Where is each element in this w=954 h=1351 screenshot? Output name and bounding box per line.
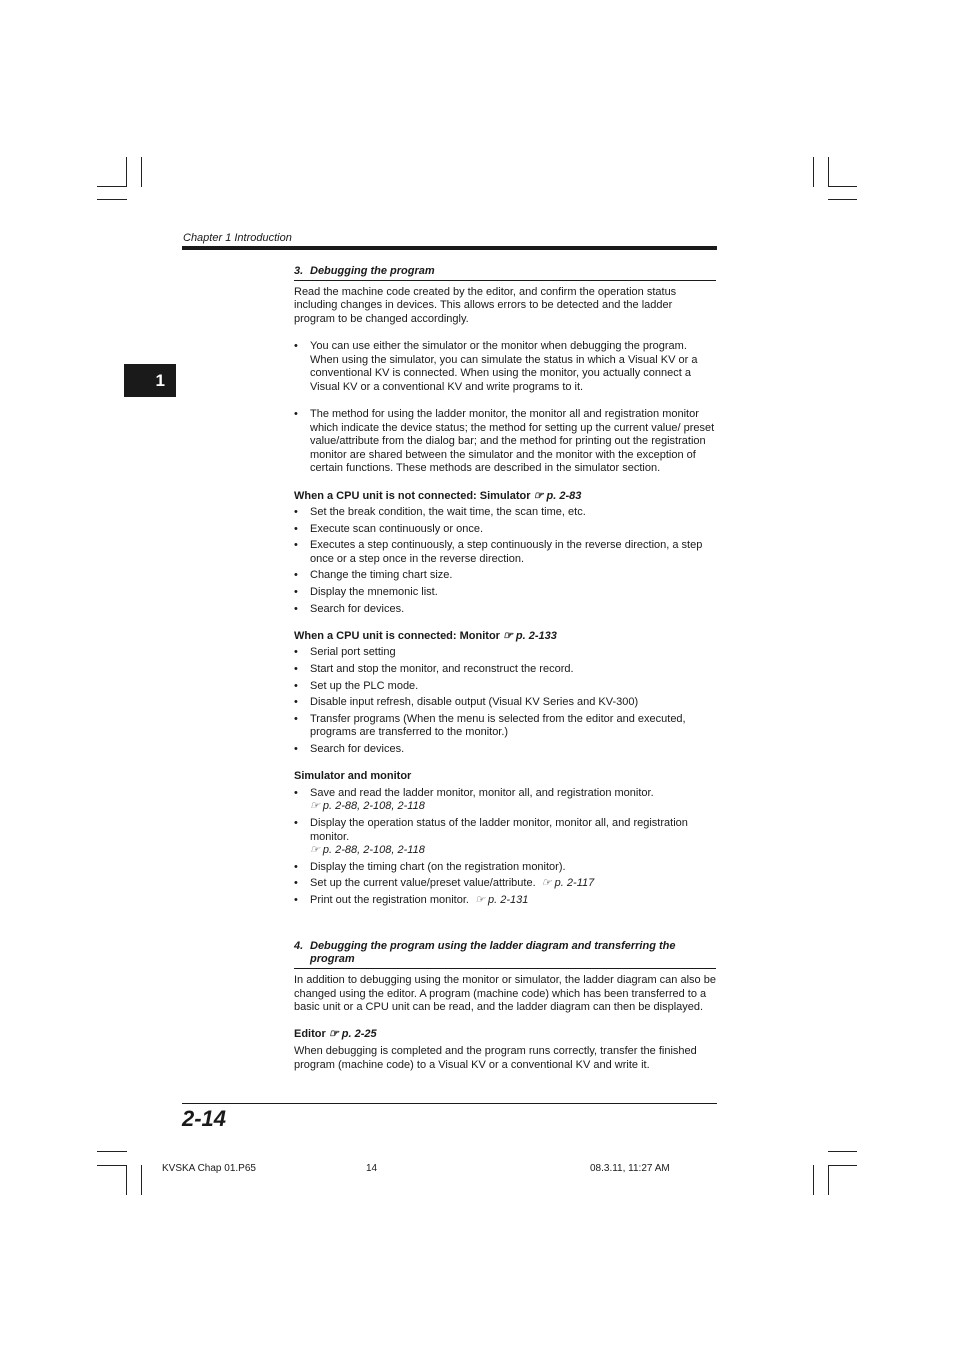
list-item: • You can use either the simulator or the monitor when debugging the program. When using the simulator, you can simulate the status in which a Visual KV or a conventional KV is connected. When using the monitor, you actually connect a Visual KV or a conventional KV and write programs to it.: [294, 339, 698, 393]
list-item: • Set the break condition, the wait time, the scan time, etc.: [294, 506, 586, 519]
page-reference: ☞ p. 2-133: [503, 629, 557, 642]
simulator-heading: When a CPU unit is not connected: Simulator ☞ p. 2-83: [294, 489, 582, 502]
section-4-intro: In addition to debugging using the monitor or simulator, the ladder diagram can also be changed using the editor. A program (machine code) which has been transferred to a basic unit or a CPU unit can be read, and the ladder diagram can then be displayed.: [294, 974, 716, 1014]
section-3-intro: Read the machine code created by the editor, and confirm the operation status including changes in devices. This allows errors to be detected and the ladder program to be changed accordingly.: [294, 285, 677, 325]
list-item: • Change the timing chart size.: [294, 569, 453, 582]
list-item: • Start and stop the monitor, and reconstruct the record.: [294, 663, 574, 676]
slug-file: KVSKA Chap 01.P65: [162, 1163, 256, 1174]
slug-date: 08.3.11, 11:27 AM: [590, 1163, 670, 1174]
editor-heading: Editor ☞ p. 2-25: [294, 1028, 377, 1041]
list-item: • The method for using the ladder monitor, the monitor all and registration monitor which indicate the device status; the method for setting up the current value/ preset value/attribute from the dialog bar; and the method for printing out the registration monitor are shared between the simulator and the monitor with the exception of certain functions. These methods are described in the simulator section.: [294, 407, 715, 475]
list-item: • Executes a step continuously, a step continuously in the reverse direction, a step once or a step once in the reverse direction.: [294, 539, 703, 565]
list-item: • Set up the current value/preset value/attribute. ☞ p. 2-117: [294, 877, 595, 890]
section-4: [294, 940, 716, 1072]
list-item: • Display the operation status of the ladder monitor, monitor all, and registration monitor. ☞ p. 2-88, 2-108, 2-118: [294, 817, 716, 858]
chapter-header: Chapter 1 Introduction: [183, 232, 292, 244]
page-reference: ☞ p. 2-25: [328, 1028, 377, 1041]
page-reference: ☞ p. 2-83: [533, 489, 582, 502]
page-reference: ☞ p. 2-131: [475, 893, 529, 906]
list-item: • Save and read the ladder monitor, monitor all, and registration monitor. ☞ p. 2-88, 2-108, 2-118: [294, 786, 654, 813]
header-rule: [182, 246, 717, 250]
list-item: • Serial port setting: [294, 646, 396, 659]
list-item: • Disable input refresh, disable output (Visual KV Series and KV-300): [294, 696, 639, 709]
list-item: • Display the timing chart (on the registration monitor).: [294, 860, 566, 873]
list-item: • Display the mnemonic list.: [294, 586, 438, 599]
list-item-body: Save and read the ladder monitor, monitor all, and registration monitor. ☞ p. 2-88, 2-108, 2-118: [310, 786, 654, 813]
list-item: • Print out the registration monitor. ☞ p. 2-131: [294, 893, 529, 906]
monitor-heading: When a CPU unit is connected: Monitor ☞ p. 2-133: [294, 629, 557, 642]
list-item: • Set up the PLC mode.: [294, 679, 419, 692]
list-item-body: Print out the registration monitor. ☞ p. 2-131: [310, 893, 529, 906]
list-item: • Execute scan continuously or once.: [294, 522, 484, 535]
footer-rule: [182, 1103, 717, 1104]
section-3: [294, 265, 716, 908]
list-item-body: Set up the current value/preset value/attribute. ☞ p. 2-117: [310, 877, 595, 890]
simulator-list: [294, 506, 716, 616]
page-reference: ☞ p. 2-88, 2-108, 2-118: [310, 800, 425, 813]
section-4-title: 4. Debugging the program using the ladder diagram and transferring the program: [294, 940, 716, 969]
slug-page: 14: [366, 1163, 378, 1174]
monitor-list: [294, 646, 716, 756]
both-list: [294, 787, 716, 908]
list-item: • Search for devices.: [294, 743, 405, 755]
chapter-tab: 1: [124, 364, 176, 397]
page-reference: ☞ p. 2-88, 2-108, 2-118: [310, 844, 425, 857]
section-3-title: 3. Debugging the program: [294, 265, 716, 281]
page-number: 2-14: [182, 1106, 227, 1131]
list-item: • Transfer programs (When the menu is selected from the editor and executed, programs are transferred to the monitor.): [294, 712, 686, 739]
both-heading: Simulator and monitor: [294, 770, 412, 783]
list-item-body: Display the operation status of the ladder monitor, monitor all, and registration monitor. ☞ p. 2-88, 2-108, 2-118: [310, 817, 716, 858]
list-item: • Search for devices.: [294, 602, 405, 615]
editor-text: When debugging is completed and the program runs correctly, transfer the finished program (machine code) to a Visual KV or a conventional KV and write it.: [294, 1044, 697, 1071]
page-reference: ☞ p. 2-117: [541, 877, 595, 890]
